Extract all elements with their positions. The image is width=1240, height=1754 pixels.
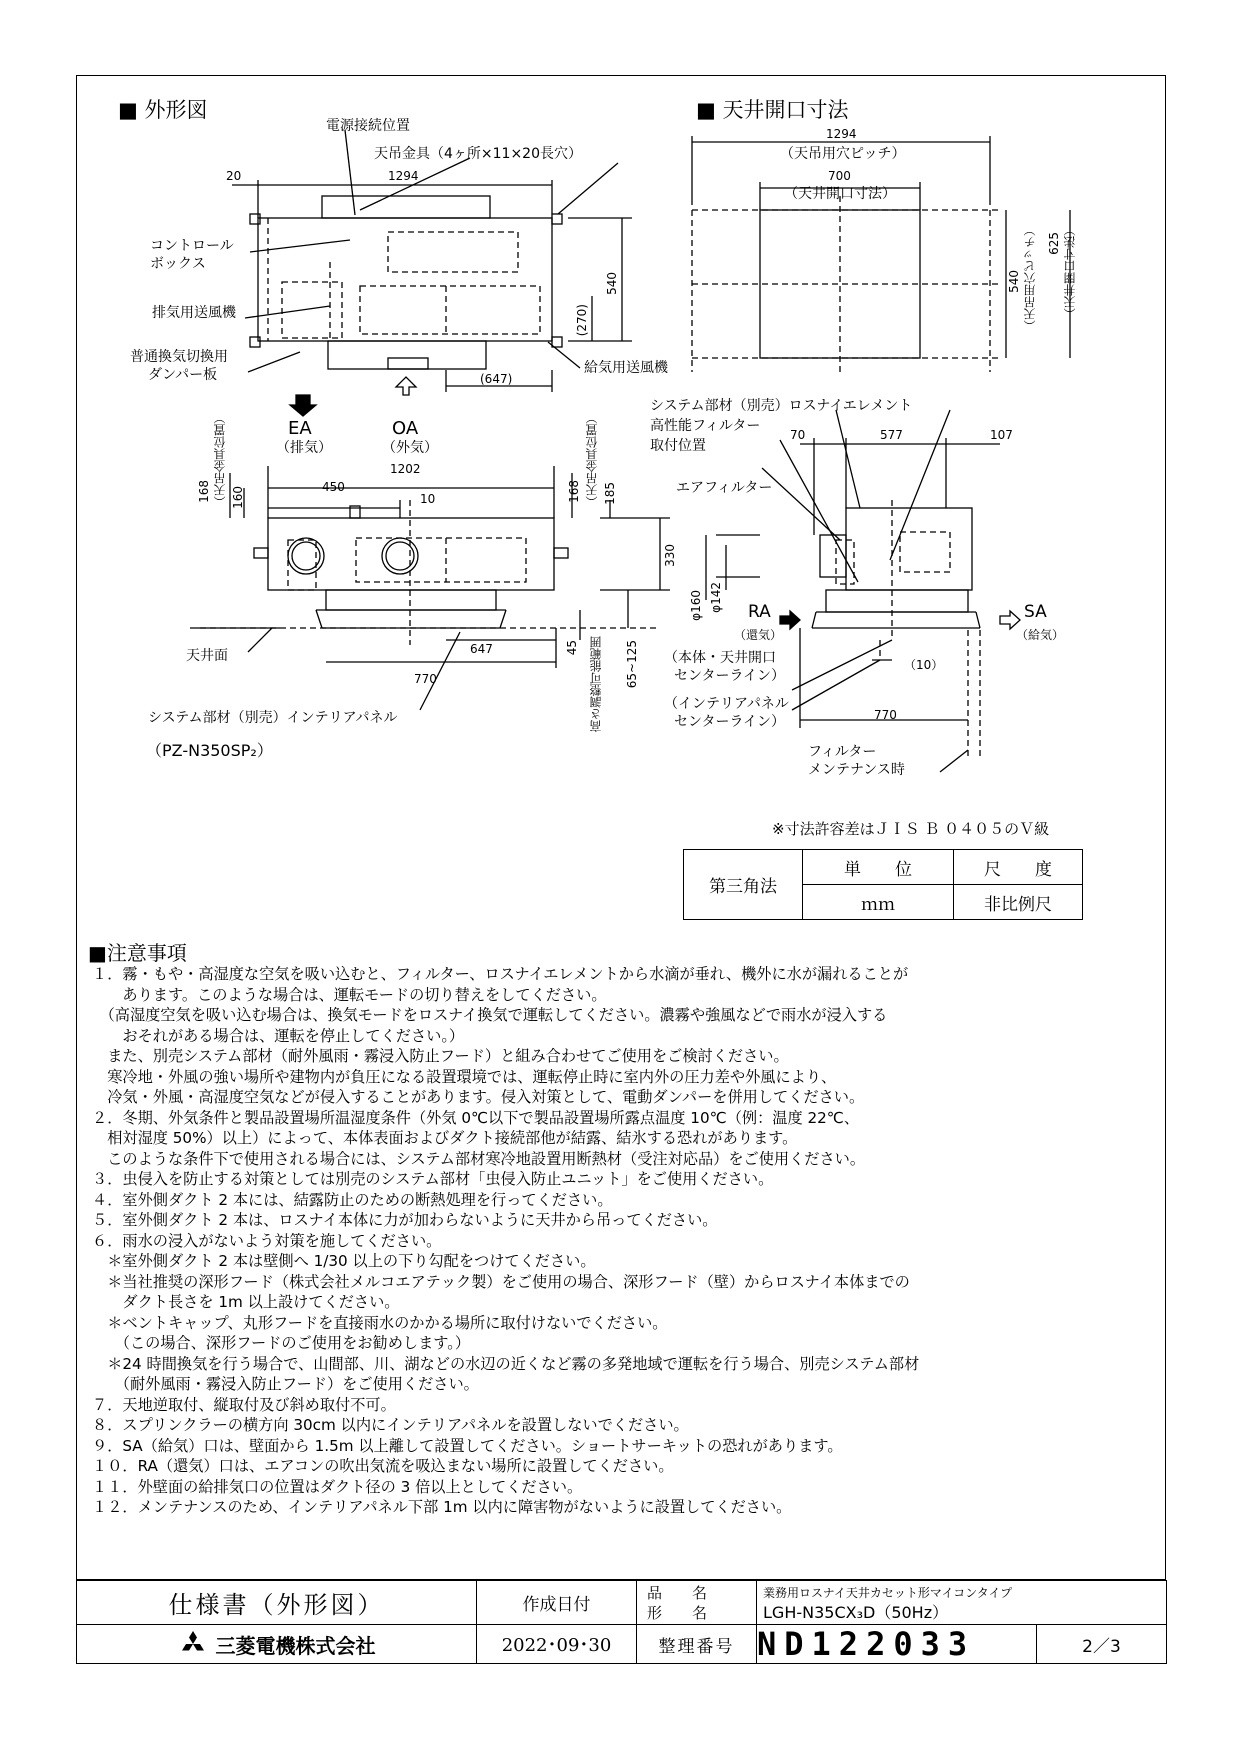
created-date: 2022･09･30: [477, 1625, 637, 1664]
note-line: （この場合、深形フードのご使用をお勧めします。）: [92, 1334, 471, 1352]
label-centerline-panel-2: センターライン）: [674, 714, 786, 730]
dim-front-45: 45: [565, 640, 579, 656]
dim-side-770: 770: [874, 708, 897, 722]
scale-value: 非比例尺: [954, 885, 1083, 920]
note-line: ５．室外側ダクト 2 本は、ロスナイ本体に力が加わらないように天井から吊ってください。: [92, 1211, 718, 1229]
model-label: 形 名: [647, 1603, 708, 1622]
note-line: また、別売システム部材（耐外風雨・霧浸入防止フード）と組み合わせてご使用をご検討ください。: [92, 1047, 789, 1065]
note-line: ＊ベントキャップ、丸形フードを直接雨水のかかる場所に取付けないでください。: [92, 1313, 668, 1332]
label-exhaust-fan: 排気用送風機: [152, 305, 236, 321]
label-interior-panel: システム部材（別売）インテリアパネル: [148, 710, 398, 726]
dim-front-168-right: 168: [567, 480, 581, 503]
front-body: [268, 518, 554, 590]
dim-side-phi160: φ160: [689, 590, 703, 621]
label-oa-sub: （外気）: [382, 440, 438, 456]
label-control-box-2: ボックス: [150, 256, 206, 272]
note-line: 冷気・外風・高湿度空気などが侵入することがあります。侵入対策として、電動ダンパーを併用してください。: [92, 1088, 865, 1106]
dim-side-577: 577: [880, 428, 903, 442]
dim-front-647: 647: [470, 642, 493, 656]
dim-front-450: 450: [322, 480, 345, 494]
label-ra: RA: [748, 602, 771, 622]
dim-front-330: 330: [663, 544, 677, 567]
dim-ceiling-1294: 1294: [826, 127, 857, 141]
top-bottom-panel: [328, 341, 486, 369]
note-line: このような条件下で使用される場合には、システム部材寒冷地設置用断熱材（受注対応品）をご使用ください。: [92, 1149, 866, 1168]
label-mount-position: 取付位置: [650, 438, 706, 454]
label-height-adjust: 高さ調整可能範囲: [589, 636, 603, 732]
created-date-label: 作成日付: [477, 1581, 637, 1625]
top-duct-stub: [322, 196, 490, 218]
label-filter-maint-1: フィルター: [808, 744, 877, 760]
label-hanger: 天吊金具（4ヶ所×11×20長穴）: [374, 146, 582, 162]
top-body: [258, 218, 552, 341]
notes-title: ■注意事項: [88, 941, 187, 965]
label-hanger-pos-left: （天吊金具位置）: [213, 412, 227, 508]
note-line: ３．虫侵入を防止する対策としては別売のシステム部材「虫侵入防止ユニット」をご使用ください。: [92, 1170, 774, 1188]
note-line: ＊24 時間換気を行う場合で、山間部、川、湖などの水辺の近くなど霧の多発地域で運転を行う場合、別売システム部材: [92, 1354, 920, 1373]
product-name: 業務用ロスナイ天井カセット形マイコンタイプ: [763, 1585, 1013, 1600]
label-ceiling-pitch: （天吊用穴ピッチ）: [780, 146, 906, 162]
unit-value: ｍｍ: [803, 885, 954, 920]
dim-top-647: (647): [480, 372, 513, 386]
page-number: 2／3: [1037, 1625, 1167, 1664]
label-damper-2: ダンパー板: [148, 367, 218, 383]
label-centerline-body-2: センターライン）: [674, 668, 786, 684]
dim-front-1202: 1202: [390, 462, 421, 476]
label-damper-1: 普通換気切換用: [130, 349, 228, 365]
note-line: １２．メンテナンスのため、インテリアパネル下部 1m 以内に障害物がないように設置してください。: [92, 1498, 792, 1516]
note-line: １１．外壁面の給排気口の位置はダクト径の 3 倍以上としてください。: [92, 1477, 583, 1496]
section-outline: ■ 外形図: [118, 98, 208, 122]
dim-front-65-125: 65~125: [625, 640, 639, 689]
label-supply-fan: 給気用送風機: [584, 360, 668, 376]
label-power-connection: 電源接続位置: [326, 118, 410, 134]
label-ceiling-opening-v: （天井開口寸法）: [1063, 224, 1077, 320]
label-sa-sub: （給気）: [1016, 628, 1065, 642]
label-sa: SA: [1024, 602, 1047, 622]
model-number: LGH-N35CX₃D（50Hz）: [763, 1602, 949, 1622]
label-ea: EA: [288, 418, 312, 439]
note-line: おそれがある場合は、運転を停止してください。）: [92, 1026, 465, 1045]
note-line: （高湿度空気を吸い込む場合は、換気モードをロスナイ換気で運転してください。濃霧や強風などで雨水が浸入する: [92, 1006, 888, 1024]
note-line: あります。このような場合は、運転モードの切り替えをしてください。: [92, 985, 607, 1004]
dim-front-10: 10: [420, 492, 436, 506]
label-hp-filter: 高性能フィルター: [650, 418, 761, 434]
document-number: ND122033: [757, 1625, 1037, 1664]
dim-ceiling-700: 700: [828, 169, 851, 183]
dim-top-20: 20: [226, 169, 242, 183]
note-line: ９．SA（給気）口は、壁面から 1.5m 以上離して設置してください。ショートサーキットの恐れがあります。: [92, 1436, 843, 1455]
label-centerline-panel-1: （インテリアパネル: [664, 696, 789, 712]
dim-front-185: 185: [603, 482, 617, 505]
dim-top-540: 540: [605, 272, 619, 295]
tolerance-note: ※寸法許容差はＪＩＳ Ｂ ０４０５のＶ級: [772, 820, 1050, 838]
unit-label: 単 位: [803, 850, 954, 885]
label-control-box-1: コントロール: [150, 238, 234, 254]
company-name: 三菱電機株式会社: [215, 1633, 376, 1658]
notes-list: [92, 964, 1152, 1518]
label-system-element: システム部材（別売）ロスナイエレメント: [650, 398, 913, 414]
dim-ceiling-540: 540: [1007, 270, 1021, 293]
label-oa: OA: [392, 418, 419, 439]
label-panel-model: （PZ-N350SP₂）: [146, 741, 273, 760]
label-hanger-pos-right: （天吊金具位置）: [585, 412, 599, 508]
note-line: （耐外風雨・霧浸入防止フード）をご使用ください。: [92, 1375, 479, 1393]
dim-top-1294: 1294: [388, 169, 419, 183]
label-centerline-body-1: （本体・天井開口: [664, 650, 776, 666]
scale-label: 尺 度: [954, 850, 1083, 885]
mitsubishi-logo-icon: [178, 1631, 208, 1657]
product-name-label: 品 名: [647, 1583, 708, 1602]
label-ea-sub: （排気）: [276, 440, 332, 456]
note-line: ＊当社推奨の深形フード（株式会社メルコエアテック製）をご使用の場合、深形フード（壁）からロスナイ本体までの: [92, 1272, 910, 1291]
label-ceiling-pitch-v: （天吊用穴ピッチ）: [1023, 224, 1037, 332]
company-logo: [77, 1630, 476, 1659]
dim-side-107: 107: [990, 428, 1013, 442]
title-block: [76, 1580, 1166, 1663]
note-line: １．霧・もや・高湿度な空気を吸い込むと、フィルター、ロスナイエレメントから水滴が垂れ、機外に水が漏れることが: [92, 965, 909, 983]
label-air-filter: エアフィルター: [676, 480, 773, 496]
dim-top-270: (270): [575, 304, 589, 337]
note-line: ６．雨水の浸入がないよう対策を施してください。: [92, 1231, 442, 1250]
label-filter-maint-2: メンテナンス時: [808, 762, 905, 778]
dim-side-phi142: φ142: [709, 582, 723, 613]
projection-table: [683, 849, 1083, 920]
note-line: ２．冬期、外気条件と製品設置場所温湿度条件（外気 0℃以下で製品設置場所露点温度 10℃（例：温度 22℃、: [92, 1108, 860, 1127]
dim-front-770: 770: [414, 672, 437, 686]
note-line: ４．室外側ダクト 2 本には、結露防止のための断熱処理を行ってください。: [92, 1190, 613, 1209]
note-line: ＊室外側ダクト 2 本は壁側へ 1/30 以上の下り勾配をつけてください。: [92, 1252, 596, 1270]
section-ceiling-opening: ■ 天井開口寸法: [696, 98, 849, 122]
note-line: １０．RA（還気）口は、エアコンの吹出気流を吸込まない場所に設置してください。: [92, 1457, 674, 1475]
label-ceiling-surface: 天井面: [186, 648, 228, 664]
note-line: ８．スプリンクラーの横方向 30cm 以内にインテリアパネルを設置しないでください。: [92, 1416, 689, 1434]
note-line: ダクト長さを 1m 以上設けてください。: [92, 1293, 400, 1311]
dim-front-168-left: 168: [197, 480, 211, 503]
note-line: ７．天地逆取付、縦取付及び斜め取付不可。: [92, 1395, 396, 1414]
dim-side-10: （10）: [904, 658, 944, 672]
label-ra-sub: （還気）: [734, 628, 783, 642]
projection-method: 第三角法: [684, 850, 803, 920]
dim-front-160: 160: [231, 486, 245, 509]
docno-label: 整理番号: [637, 1625, 757, 1664]
label-ceiling-opening: （天井開口寸法）: [784, 186, 896, 202]
note-line: 相対湿度 50%）以上）によって、本体表面およびダクト接続部他が結露、結氷する恐れがあります。: [92, 1129, 798, 1147]
side-body: [846, 508, 972, 590]
dim-ceiling-625: 625: [1047, 232, 1061, 255]
dim-side-70: 70: [790, 428, 806, 442]
note-line: 寒冷地・外風の強い場所や建物内が負圧になる設置環境では、運転停止時に室内外の圧力差や外風により、: [92, 1067, 837, 1086]
doc-title: 仕様書（外形図）: [77, 1581, 477, 1625]
